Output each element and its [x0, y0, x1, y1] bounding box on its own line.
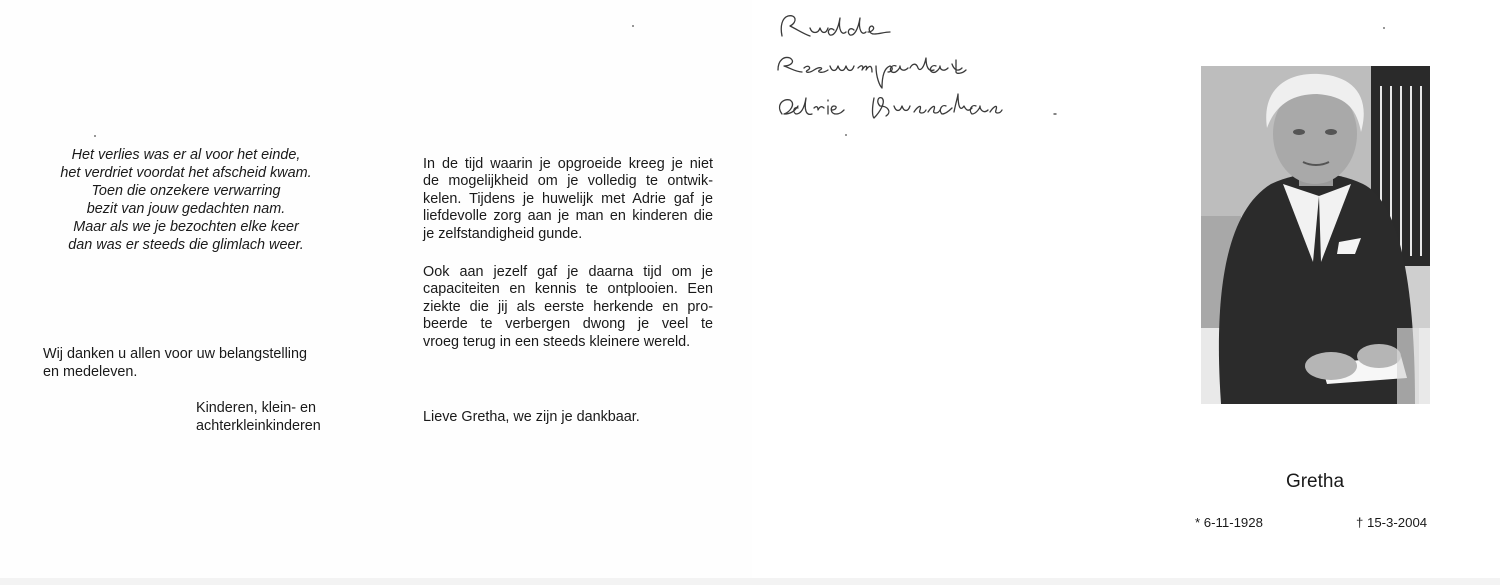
deceased-name: Gretha [1285, 471, 1345, 492]
tribute-line: Ook aan jezelf gaf je daarna tijd om je [423, 264, 713, 280]
tribute-closing-line: Lieve Gretha, we zijn je dankbaar. [423, 409, 640, 425]
tribute-paragraph-1 [423, 156, 713, 243]
card-bottom-edge [0, 578, 1500, 585]
poem-line: Het verlies was er al voor het einde, [71, 147, 301, 163]
paper-speck [94, 135, 96, 137]
paper-speck [845, 134, 847, 136]
tribute-line: vroeg terug in een steeds kleinere wereld. [423, 333, 691, 350]
paper-speck [632, 25, 634, 27]
tribute-line: de mogelijkheid om je volledig te ontwik- [423, 173, 713, 190]
birth-date: * 6-11-1928 [1195, 515, 1263, 530]
tribute-line: ziekte die jij als eerste herkende en pro- [423, 298, 713, 315]
left-panel [0, 0, 376, 585]
signers-line: Kinderen, klein- en [196, 400, 316, 416]
tribute-line: je zelfstandigheid gunde. [423, 225, 583, 242]
thanks-line: en medeleven. [43, 364, 138, 380]
thanks-message [43, 345, 307, 381]
poem-line: Toen die onzekere verwarring [91, 183, 281, 199]
poem-line: het verdriet voordat het afscheid kwam. [60, 165, 312, 181]
portrait-photo [1201, 66, 1430, 404]
tribute-line: liefdevolle zorg aan je man en kinderen die [423, 208, 713, 225]
tribute-line: kelen. Tijdens je huwelijk met Adrie gaf je [423, 190, 713, 207]
tribute-paragraph-2 [423, 264, 713, 351]
poem-line: bezit van jouw gedachten nam. [86, 201, 286, 217]
tribute-line: beerde te verbergen dwong je veel te [423, 316, 713, 333]
poem-line: dan was er steeds die glimlach weer. [68, 237, 304, 253]
poem-line: Maar als we je bezochten elke keer [73, 219, 299, 235]
tribute-line: In de tijd waarin je opgroeide kreeg je niet [423, 156, 713, 172]
paper-speck [1383, 27, 1385, 29]
signers-line: achterkleinkinderen [196, 418, 321, 434]
handwritten-note [768, 2, 1078, 132]
tribute-closing [423, 409, 713, 426]
tribute-line: capaciteiten en kennis te ontplooien. Een [423, 281, 713, 298]
thanks-line: Wij danken u allen voor uw belangstelling [43, 346, 307, 362]
signers [196, 399, 321, 435]
death-date: † 15-3-2004 [1356, 515, 1428, 530]
poem [30, 146, 342, 254]
